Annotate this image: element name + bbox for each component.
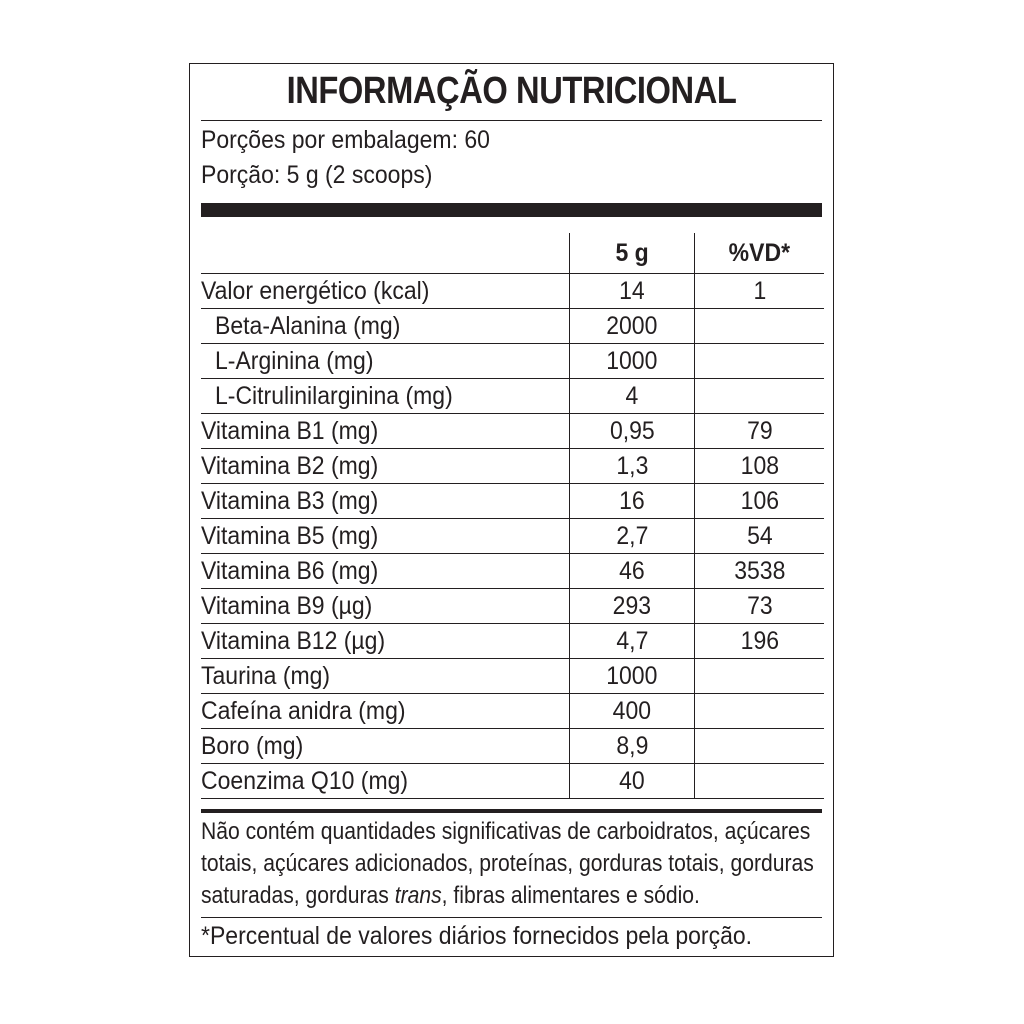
- table-header-row: [201, 233, 824, 274]
- nutrient-name: Vitamina B6 (mg): [201, 554, 569, 589]
- nutrient-name: Vitamina B9 (µg): [201, 589, 569, 624]
- table-bottom-divider: [201, 809, 822, 813]
- table-row: [201, 484, 824, 519]
- servings-per-package: Porções por embalagem: 60: [201, 126, 490, 154]
- nutrient-dv: 54: [695, 519, 824, 554]
- table-row: [201, 624, 824, 659]
- disclaimer-note: Não contém quantidades significativas de carboidratos, açúcares totais, açúcares adicionados, proteínas, gorduras totais, gorduras saturadas, gorduras trans, fibras alimentares e sódio.: [201, 818, 814, 909]
- footnote-divider: [201, 917, 822, 918]
- nutrient-dv: [695, 309, 824, 344]
- nutrient-name: Coenzima Q10 (mg): [201, 764, 569, 799]
- nutrient-dv: [695, 694, 824, 729]
- header-dv: %VD*: [695, 233, 824, 274]
- nutrient-amount: 8,9: [569, 729, 695, 764]
- nutrient-amount: 4: [569, 379, 695, 414]
- nutrient-dv: [695, 379, 824, 414]
- nutrient-amount: 4,7: [569, 624, 695, 659]
- table-row: [201, 589, 824, 624]
- table-row: [201, 554, 824, 589]
- title-divider: [201, 120, 822, 121]
- header-portion: 5 g: [569, 233, 695, 274]
- table-row: [201, 414, 824, 449]
- nutrient-amount: 0,95: [569, 414, 695, 449]
- nutrient-amount: 16: [569, 484, 695, 519]
- nutrient-dv: 108: [695, 449, 824, 484]
- nutrient-dv: [695, 659, 824, 694]
- table-row: [201, 344, 824, 379]
- nutrient-dv: 106: [695, 484, 824, 519]
- nutrient-name: Vitamina B3 (mg): [201, 484, 569, 519]
- nutrient-name: Taurina (mg): [201, 659, 569, 694]
- nutrient-name: Vitamina B12 (µg): [201, 624, 569, 659]
- nutrient-dv: [695, 729, 824, 764]
- nutrient-amount: 40: [569, 764, 695, 799]
- nutrient-name: Cafeína anidra (mg): [201, 694, 569, 729]
- nutrient-amount: 2000: [569, 309, 695, 344]
- nutrient-dv: 73: [695, 589, 824, 624]
- header-blank-cell: [201, 233, 569, 274]
- nutrient-amount: 400: [569, 694, 695, 729]
- table-row: [201, 274, 824, 309]
- footnote: *Percentual de valores diários fornecidos pela porção.: [201, 922, 753, 950]
- thick-divider: [201, 203, 822, 217]
- nutrient-dv: 79: [695, 414, 824, 449]
- nutrient-amount: 46: [569, 554, 695, 589]
- nutrient-amount: 2,7: [569, 519, 695, 554]
- nutrient-name: Vitamina B2 (mg): [201, 449, 569, 484]
- nutrient-name: Boro (mg): [201, 729, 569, 764]
- table-row: [201, 659, 824, 694]
- label-title: INFORMAÇÃO NUTRICIONAL: [286, 70, 737, 112]
- nutrient-name: Vitamina B5 (mg): [201, 519, 569, 554]
- nutrient-dv: [695, 344, 824, 379]
- table-row: [201, 519, 824, 554]
- nutrient-amount: 1000: [569, 659, 695, 694]
- table-row: [201, 764, 824, 799]
- table-row: [201, 729, 824, 764]
- serving-size: Porção: 5 g (2 scoops): [201, 161, 433, 189]
- nutrient-name: Beta-Alanina (mg): [201, 309, 569, 344]
- nutrient-name: Valor energético (kcal): [201, 274, 569, 309]
- nutrient-amount: 14: [569, 274, 695, 309]
- nutrient-dv: [695, 764, 824, 799]
- table-row: [201, 309, 824, 344]
- table-row: [201, 449, 824, 484]
- nutrient-dv: 1: [695, 274, 824, 309]
- nutrient-amount: 293: [569, 589, 695, 624]
- nutrient-amount: 1000: [569, 344, 695, 379]
- nutrient-dv: 196: [695, 624, 824, 659]
- table-row: [201, 694, 824, 729]
- nutrient-amount: 1,3: [569, 449, 695, 484]
- nutrient-name: L-Citrulinilarginina (mg): [201, 379, 569, 414]
- nutrient-table: [201, 233, 824, 799]
- nutrient-name: L-Arginina (mg): [201, 344, 569, 379]
- nutrition-facts-label: [189, 63, 834, 957]
- table-row: [201, 379, 824, 414]
- nutrient-name: Vitamina B1 (mg): [201, 414, 569, 449]
- note-italic-trans: trans: [394, 882, 442, 909]
- nutrient-dv: 3538: [695, 554, 824, 589]
